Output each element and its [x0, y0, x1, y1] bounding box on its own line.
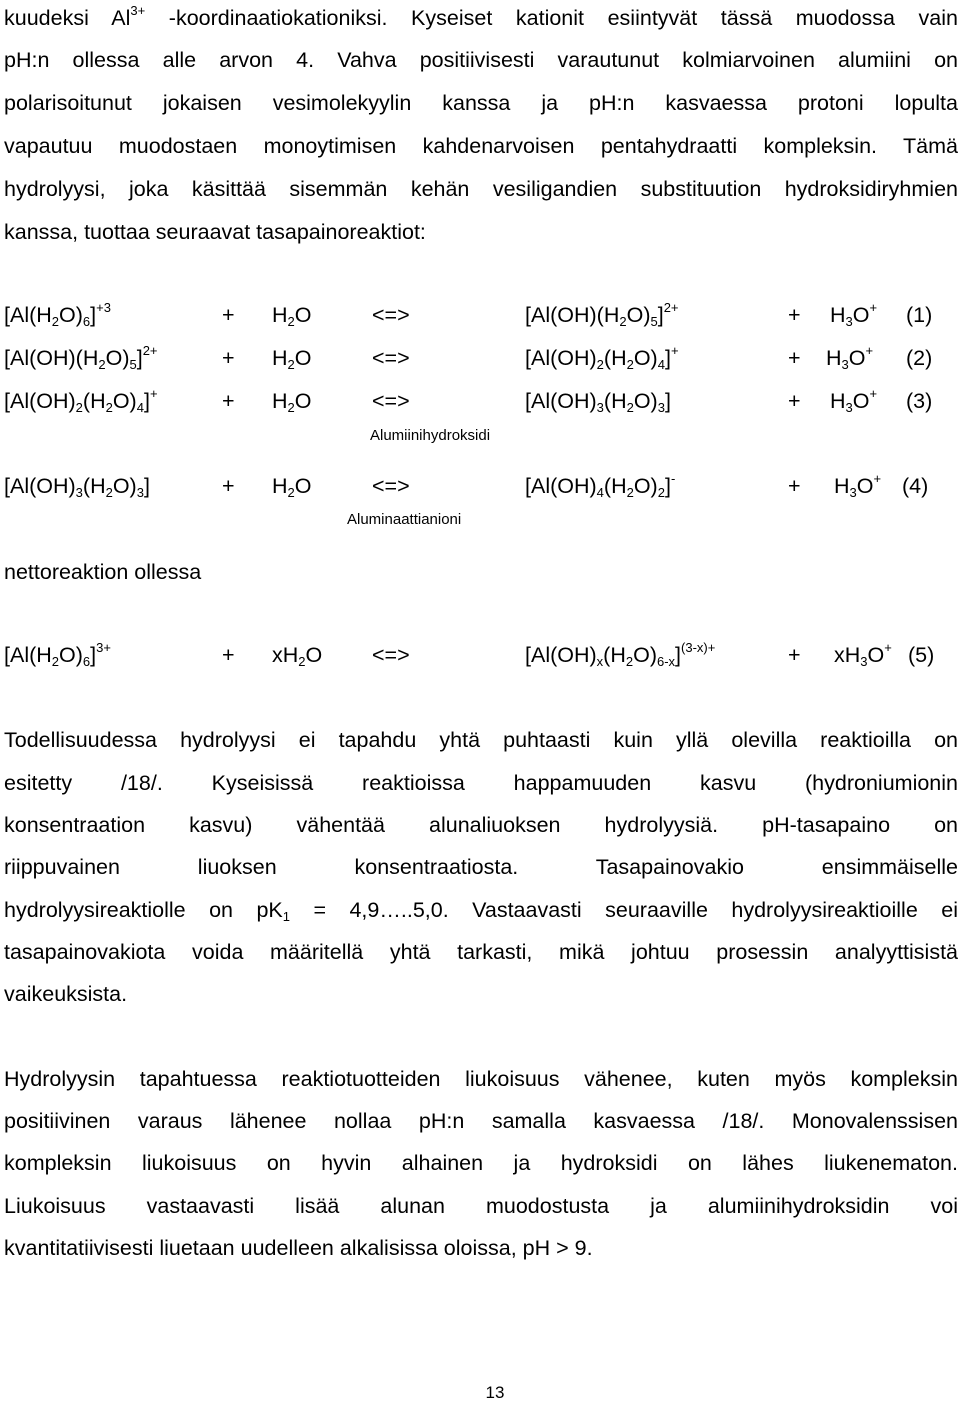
- plus-sign: +: [788, 474, 801, 498]
- water-formula: $H_2O$: [272, 303, 312, 329]
- plus-sign: +: [222, 303, 235, 327]
- paragraph-line: kuudeksi $Al^{3+}$ -koordinaatiokationiksi. Kyseiset kationit esiintyvät tässä muodossa vain: [4, 3, 958, 30]
- paragraph-line: konsentraation kasvu) vähentää alunaliuoksen hydrolyysiä. pH-tasapaino on: [4, 813, 958, 837]
- paragraph-line: polarisoitunut jokaisen vesimolekyylin kanssa ja pH:n kasvaessa protoni lopulta: [4, 91, 958, 115]
- reaction-caption: Aluminaattianioni: [347, 511, 462, 528]
- paragraph-line: hydrolyysi, joka käsittää sisemmän kehän vesiligandien substituution hydroksidiryhmien: [4, 177, 958, 201]
- reaction-reactant: $[Al(OH)_2(H_2O)_4]^+$: [4, 386, 158, 415]
- paragraph-line: hydrolyysireaktiolle on $pK_1$ = 4,9…..5,0. Vastaavasti seuraaville hydrolyysireaktioille ei: [4, 898, 958, 924]
- net-reaction-label: nettoreaktion ollessa: [4, 560, 202, 584]
- reaction-product: $[Al(OH)_2(H_2O)_4]^+$: [525, 343, 679, 372]
- hydronium-formula: $H_3O^+$: [826, 343, 874, 372]
- paragraph-line: vaikeuksista.: [4, 982, 128, 1006]
- water-formula: $H_2O$: [272, 474, 312, 500]
- paragraph-line: esitetty /18/. Kyseisissä reaktioissa happamuuden kasvu (hydroniumionin: [4, 771, 958, 795]
- reaction-reactant: $[Al(H_2O)_6]^{3+}$: [4, 640, 111, 669]
- water-formula: $H_2O$: [272, 389, 312, 415]
- paragraph-line: riippuvainen liuoksen konsentraatiosta. Tasapainovakio ensimmäiselle: [4, 855, 958, 879]
- paragraph-line: Hydrolyysin tapahtuessa reaktiotuotteiden liukoisuus vähenee, kuten myös kompleksin: [4, 1067, 958, 1091]
- reaction-product: $[Al(OH)(H_2O)_5]^{2+}$: [525, 300, 679, 329]
- equilibrium-arrow: <=>: [372, 643, 410, 667]
- paragraph-line: pH:n ollessa alle arvon 4. Vahva positiivisesti varautunut kolmiarvoinen alumiini on: [4, 48, 958, 72]
- plus-sign: +: [788, 346, 801, 370]
- reaction-product: $[Al(OH)_3(H_2O)_3]$: [525, 389, 671, 415]
- hydronium-formula: $H_3O^+$: [830, 386, 878, 415]
- equilibrium-arrow: <=>: [372, 389, 410, 413]
- paragraph-line: positiivinen varaus lähenee nollaa pH:n samalla kasvaessa /18/. Monovalenssisen: [4, 1109, 958, 1133]
- reaction-reactant: $[Al(OH)_3(H_2O)_3]$: [4, 474, 150, 500]
- reaction-reactant: $[Al(H_2O)_6]^{+3}$: [4, 300, 111, 329]
- equilibrium-arrow: <=>: [372, 303, 410, 327]
- plus-sign: +: [788, 643, 801, 667]
- reaction-product: $[Al(OH)_x(H_2O)_{6-x}]^{(3-x)+}$: [525, 640, 716, 669]
- paragraph-line: tasapainovakiota voida määritellä yhtä tarkasti, mikä johtuu prosessin analyyttisistä: [4, 940, 958, 964]
- plus-sign: +: [222, 389, 235, 413]
- page-number: 13: [485, 1383, 505, 1402]
- paragraph-line: vapautuu muodostaen monoytimisen kahdenarvoisen pentahydraatti kompleksin. Tämä: [4, 134, 958, 158]
- water-formula: $xH_2O$: [272, 643, 323, 669]
- reaction-number: (5): [908, 643, 935, 667]
- paragraph-line: kompleksin liukoisuus on hyvin alhainen ja hydroksidi on lähes liukenematon.: [4, 1151, 958, 1175]
- reaction-caption: Alumiinihydroksidi: [370, 427, 491, 444]
- hydronium-formula: $H_3O^+$: [834, 471, 882, 500]
- paragraph-line: kvantitatiivisesti liuetaan uudelleen alkalisissa oloissa, pH > 9.: [4, 1236, 593, 1260]
- reaction-number: (1): [906, 303, 933, 327]
- water-formula: $H_2O$: [272, 346, 312, 372]
- reaction-number: (2): [906, 346, 933, 370]
- plus-sign: +: [788, 303, 801, 327]
- plus-sign: +: [222, 346, 235, 370]
- paragraph-line: Todellisuudessa hydrolyysi ei tapahdu yhtä puhtaasti kuin yllä olevilla reaktioilla on: [4, 728, 958, 752]
- paragraph-line: Liukoisuus vastaavasti lisää alunan muodostusta ja alumiinihydroksidin voi: [4, 1194, 958, 1218]
- hydronium-formula: $H_3O^+$: [830, 300, 878, 329]
- equilibrium-arrow: <=>: [372, 346, 410, 370]
- plus-sign: +: [222, 643, 235, 667]
- plus-sign: +: [788, 389, 801, 413]
- hydronium-formula: $xH_3O^+$: [834, 640, 892, 669]
- plus-sign: +: [222, 474, 235, 498]
- reaction-number: (3): [906, 389, 933, 413]
- paragraph-line: kanssa, tuottaa seuraavat tasapainoreaktiot:: [4, 220, 426, 244]
- reaction-product: $[Al(OH)_4(H_2O)_2]^-$: [525, 471, 676, 500]
- reaction-reactant: $[Al(OH)(H_2O)_5]^{2+}$: [4, 343, 158, 372]
- equilibrium-arrow: <=>: [372, 474, 410, 498]
- reaction-number: (4): [902, 474, 929, 498]
